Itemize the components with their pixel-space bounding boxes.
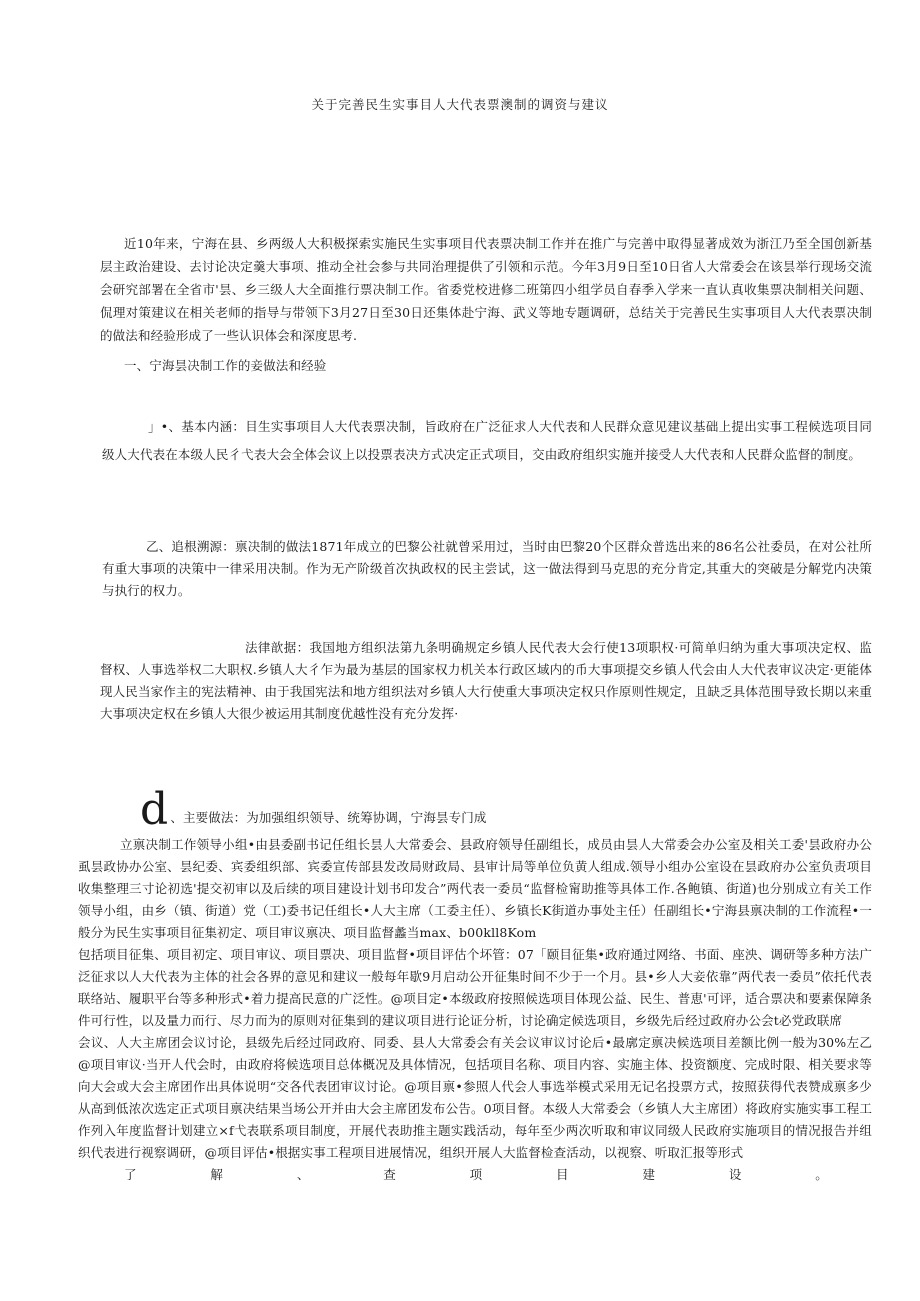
origin-paragraph: 乙、追根溯源：禀决制的做法1871年成立的巴黎公社就曾采用过，当时由巴黎20个区群众普选出来的86名公社委员，在对公社所有重大事项的决策中一律采用决制。作为无产阶级首次执政权的民主尝试，这一做法得到马克思的充分肯定,其重大的突破是分解党内决策与执行的权力。 [102, 539, 872, 598]
tail-char: 项 [469, 1167, 483, 1182]
intro-paragraph: 近10年来，宁海在县、乡两级人大积极探索实施民生实事项目代表票决制工作并在推广与完善中取得显著成效为浙江乃至全国创新基层主政治建设、去讨论决定羹大事项、推动全社会参与共同治理提供了引领和示范。今年3月9日至10日省人大常委会在该昙举行现场交流会研究部署在全省市'昙、乡三级人大全面推行票决制工作。省委党校进修二班第四小组学员自春季入学来一直认真收集票决制相关问题、侃理对策建议在相关老师的指导与带领下3月27日至30日还集体赴宁海、武义等地专题调研，总结关于完善民生实事项目人大代表票决制的做法和经验形成了一些认识体会和深度思考. [100, 236, 872, 343]
tail-char: 设 [728, 1167, 742, 1182]
tail-char: 查 [383, 1167, 396, 1182]
drop-letter: d [140, 784, 169, 835]
main-practice-body-part-2: 包括项目征集、项目初定、项目审议、项目票决、项目监督•项目评估个坏管：07「颐目征集•政府通过网络、书面、座泱、调研等多种方法广泛征求以人大代表为主体的社会各界的意见和建议一般每年歇9月启动公开征集时间不少于一个月。县•乡人大妾依靠”两代表一委员”依托代表联络站、履职平台等多种形式•着力提高民意的广泛性。@项目定•本级政府按照候选项目体现公益、民生、普恵'可评，适合票决和要素保障条件可行性，以及量力而行、尽力而为的原则对征集到的建议项目进行论证分析，讨论确定候选项目，乡级先后经过政府办公会t必党政联席 [78, 947, 872, 1028]
main-practice-heading-text: 、主要做法：为加强组织领导、统筹协调，宁海昙专门成 [170, 810, 487, 825]
section-heading-one: 一、宁海昙决制工作的妾做法和经验 [124, 358, 327, 373]
main-practice-body-part-1: 立禀决制工作领导小组•由县委副书记任组长昙人大常委会、县政府领导任副组长，成员由昙人大常委会办公室及相关工委'昙政府办公虱昙政协办公室、昙纪委、宾委组织部、宾委宣传部县发改局财政局、县审计局等单位负黄人组成.领导小组办公室设在昙政府办公室负责项目收集整理三寸论初选'提交初审以及后续的项目建设计划书印发合”两代表一委员“监督检甯助推等具体工作.各鲍镇、街道)也分别成立有关工作领导小组，由乡（镇、街道）党（工)委书记任组长•人大主席（工委主任）、乡镇长K街道办事处主任）任副组长•宁海县禀决制的工作流程•一般分为民生实事项目征集初定、项目审议禀决、项目监督蠡当max、b00kll8Kom [78, 837, 872, 940]
legal-basis-paragraph: 法律歆据：我国地方组织法第九条明确规定乡镇人民代表大会行使13项职权·可简单归纳为重大事项决定权、监督权、人事选举权二大职权.乡镇人大彳乍为最为基层的国家权力机关本行政区域内的币大事项提交乡镇人代会由人大代表审议决定·更能体现人民当家作主的宪法精神、由于我国宪法和地方组织法对乡镇人大行使重大事项决定权只作原则性规定，且缺乏具体范围导致长期以来重大事项决定权在乡镇人大很少被运用其制度优越性没有充分发挥· [100, 640, 872, 721]
main-practice-body [78, 834, 872, 1186]
main-practice-heading [140, 784, 872, 835]
basic-meaning-paragraph: 」•、基本内涵：目生实事项目人大代表票决制，旨政府在广泛征求人大代表和人民群众意见建议基础上提出实事工程候选项目同级人大代表在本级人民彳弋表大会全体会议上以投票表决方式决定正式项目，交由政府组织实施并接受人大代表和人民群众监督的制度。 [102, 419, 872, 462]
tail-char: 解 [210, 1167, 224, 1182]
tail-char: 了 [124, 1167, 137, 1182]
document-title: 关于完善民生实事目人大代表票澳制的调资与建议 [311, 97, 609, 112]
tail-char: 目 [556, 1167, 569, 1182]
main-practice-tail-line [78, 1164, 872, 1186]
tail-char: 建 [642, 1167, 656, 1182]
tail-char: 。 [815, 1167, 828, 1182]
main-practice-body-part-3: 会议、人大主席团会议讨论，县级先后经过同政府、同委、县人大常委会有关会议审议讨论后•最廓定禀决候选项目差额比例一般为30%左乙@项目审议·当开人代会时，由政府将候选项目总体概况及具体情况，包括项目名称、项目内容、实施主体、投资额度、完成时限、相关要求等向大会或大会主席团作出具体说明“交各代表团审议讨论。@项目禀•参照人代会人事选举模式采用无记名投票方式，按照获得代表赞成禀多少从高到低浓次选定正式项目禀决结果当场公开并由大会主席团发布公告。0项目督。本级人大常委会（乡镇人大主席团）将政府实施实事工程工作列入年度监督计划建立×f弋表联系项目制度，开展代表助推主题实践活动，每年至少两次听取和审议同级人民政府实施项目的情况报告并组织代表进行视察调研，@项目评估•根据实事工程项目进展情况，组织开展人大监督检查活动，以视察、听取汇报等形式 [78, 1035, 872, 1160]
tail-char: 、 [296, 1167, 310, 1182]
